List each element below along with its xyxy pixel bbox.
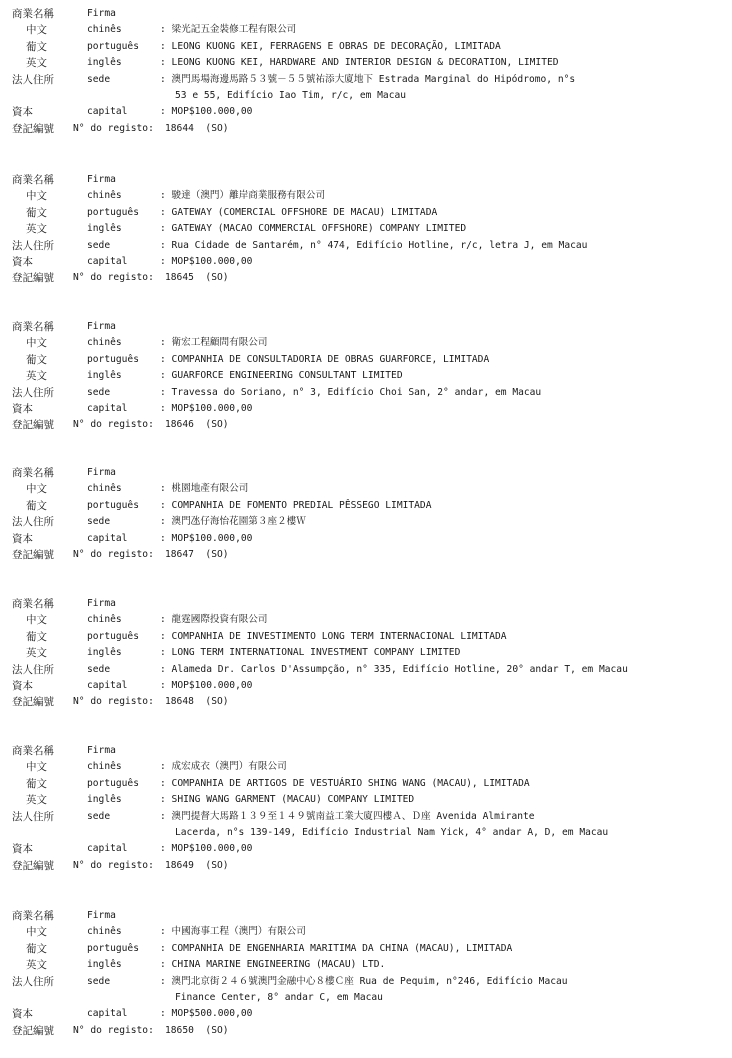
seat-label-pt: sede (87, 386, 111, 398)
seat-address-line1: : 澳門北京街２４６號澳門金融中心８樓Ｃ座 Rua de Pequim, n°246, Edifício Macau (160, 975, 568, 987)
registo-number: 18649 (SO) (165, 859, 229, 871)
capital-value: : MOP$100.000,00 (160, 255, 253, 267)
capital-value: : MOP$100.000,00 (160, 402, 253, 414)
english-name: : LEONG KUONG KEI, HARDWARE AND INTERIOR DESIGN & DECORATION, LIMITED (160, 57, 559, 69)
firma-label-zh: 商業名稱 (12, 745, 54, 757)
chinese-name: : 成宏成衣（澳門）有限公司 (160, 761, 287, 773)
chinese-label-zh: 中文 (26, 337, 47, 350)
chinese-name: : 桃園地產有限公司 (160, 483, 249, 495)
capital-label-zh: 資本 (12, 106, 33, 119)
portuguese-name: : COMPANHIA DE INVESTIMENTO LONG TERM INTERNACIONAL LIMITADA (160, 630, 507, 642)
portuguese-label-zh: 葡文 (26, 630, 47, 643)
english-label-pt: inglês (87, 57, 122, 69)
portuguese-label-zh: 葡文 (26, 206, 47, 219)
portuguese-name: : GATEWAY (COMERCIAL OFFSHORE DE MACAU) LIMITADA (160, 206, 438, 218)
portuguese-label-pt: português (87, 499, 139, 511)
seat-address-line1: : 澳門提督大馬路１３９至１４９號南益工業大廈四樓Ａ、Ｄ座 Avenida Almirante (160, 810, 535, 822)
seat-address-line2: Finance Center, 8° andar C, em Macau (175, 991, 383, 1003)
english-name: : LONG TERM INTERNATIONAL INVESTMENT COMPANY LIMITED (160, 647, 461, 659)
capital-value: : MOP$500.000,00 (160, 1008, 253, 1020)
registo-label-pt: N° do registo: (73, 696, 154, 708)
registo-label-zh: 登記編號 (12, 1024, 54, 1037)
seat-label-zh: 法人住所 (12, 239, 54, 252)
chinese-name: : 梁光記五金裝修工程有限公司 (160, 24, 297, 36)
registo-number: 18648 (SO) (165, 696, 229, 708)
registo-label-pt: N° do registo: (73, 272, 154, 284)
capital-label-zh: 資本 (12, 843, 33, 856)
chinese-label-pt: chinês (87, 483, 122, 495)
seat-label-zh: 法人住所 (12, 975, 54, 988)
chinese-label-zh: 中文 (26, 190, 47, 203)
portuguese-label-zh: 葡文 (26, 40, 47, 53)
company-entry (0, 6, 732, 137)
seat-address-line1: : Alameda Dr. Carlos D'Assumpção, n° 335, Edifício Hotline, 20° andar T, em Macau (160, 663, 628, 675)
chinese-label-zh: 中文 (26, 483, 47, 496)
capital-value: : MOP$100.000,00 (160, 532, 253, 544)
chinese-label-pt: chinês (87, 926, 122, 938)
registo-label-zh: 登記編號 (12, 272, 54, 285)
firma-label-zh: 商業名稱 (12, 467, 54, 479)
chinese-label-pt: chinês (87, 190, 122, 202)
firma-label-zh: 商業名稱 (12, 321, 54, 333)
registo-label-zh: 登記編號 (12, 696, 54, 709)
seat-label-zh: 法人住所 (12, 516, 54, 529)
seat-label-pt: sede (87, 516, 111, 528)
portuguese-name: : COMPANHIA DE ENGENHARIA MARITIMA DA CHINA (MACAU), LIMITADA (160, 942, 513, 954)
firma-label-pt: Firma (87, 174, 116, 185)
english-label-zh: 英文 (26, 794, 47, 807)
portuguese-label-zh: 葡文 (26, 499, 47, 512)
portuguese-label-pt: português (87, 206, 139, 218)
registo-label-pt: N° do registo: (73, 1024, 154, 1036)
english-label-pt: inglês (87, 794, 122, 806)
company-entry (0, 596, 732, 711)
seat-label-pt: sede (87, 73, 111, 85)
firma-label-pt: Firma (87, 8, 116, 19)
company-entry (0, 743, 732, 874)
registo-number: 18646 (SO) (165, 419, 229, 431)
english-label-pt: inglês (87, 959, 122, 971)
capital-label-pt: capital (87, 402, 128, 414)
registo-label-zh: 登記編號 (12, 548, 54, 561)
registo-number: 18645 (SO) (165, 272, 229, 284)
capital-label-zh: 資本 (12, 679, 33, 692)
english-label-zh: 英文 (26, 57, 47, 70)
english-name: : GUARFORCE ENGINEERING CONSULTANT LIMITED (160, 370, 403, 382)
capital-label-pt: capital (87, 532, 128, 544)
chinese-label-pt: chinês (87, 761, 122, 773)
registo-label-pt: N° do registo: (73, 859, 154, 871)
capital-value: : MOP$100.000,00 (160, 843, 253, 855)
firma-label-pt: Firma (87, 745, 116, 756)
capital-value: : MOP$100.000,00 (160, 679, 253, 691)
portuguese-name: : COMPANHIA DE CONSULTADORIA DE OBRAS GUARFORCE, LIMITADA (160, 353, 490, 365)
english-label-pt: inglês (87, 647, 122, 659)
firma-label-zh: 商業名稱 (12, 8, 54, 20)
firma-label-zh: 商業名稱 (12, 598, 54, 610)
seat-address-line2: 53 e 55, Edifício Iao Tim, r/c, em Macau (175, 89, 407, 101)
chinese-label-zh: 中文 (26, 761, 47, 774)
registo-label-zh: 登記編號 (12, 122, 54, 135)
seat-address-line2: Lacerda, n°s 139-149, Edifício Industrial Nam Yick, 4° andar A, D, em Macau (175, 826, 609, 838)
firma-label-zh: 商業名稱 (12, 910, 54, 922)
english-name: : SHING WANG GARMENT (MACAU) COMPANY LIMITED (160, 794, 415, 806)
registo-number: 18650 (SO) (165, 1024, 229, 1036)
firma-label-pt: Firma (87, 467, 116, 478)
registo-number: 18644 (SO) (165, 122, 229, 134)
seat-label-pt: sede (87, 663, 111, 675)
chinese-label-zh: 中文 (26, 926, 47, 939)
chinese-name: : 中國海事工程（澳門）有限公司 (160, 926, 306, 938)
seat-label-pt: sede (87, 239, 111, 251)
seat-label-zh: 法人住所 (12, 663, 54, 676)
portuguese-name: : COMPANHIA DE ARTIGOS DE VESTUÁRIO SHING WANG (MACAU), LIMITADA (160, 777, 530, 789)
capital-label-zh: 資本 (12, 255, 33, 268)
seat-label-pt: sede (87, 810, 111, 822)
portuguese-label-pt: português (87, 630, 139, 642)
seat-label-zh: 法人住所 (12, 73, 54, 86)
portuguese-label-pt: português (87, 942, 139, 954)
capital-label-pt: capital (87, 843, 128, 855)
registo-label-zh: 登記編號 (12, 859, 54, 872)
company-entry (0, 172, 732, 287)
registo-label-pt: N° do registo: (73, 548, 154, 560)
chinese-name: : 駿達（澳門）離岸商業服務有限公司 (160, 190, 326, 202)
company-entry (0, 465, 732, 563)
seat-label-pt: sede (87, 975, 111, 987)
portuguese-label-pt: português (87, 777, 139, 789)
portuguese-label-pt: português (87, 40, 139, 52)
registo-label-pt: N° do registo: (73, 419, 154, 431)
english-label-zh: 英文 (26, 959, 47, 972)
firma-label-zh: 商業名稱 (12, 174, 54, 186)
capital-label-pt: capital (87, 679, 128, 691)
english-label-zh: 英文 (26, 370, 47, 383)
registo-label-zh: 登記編號 (12, 419, 54, 432)
english-label-zh: 英文 (26, 647, 47, 660)
seat-label-zh: 法人住所 (12, 810, 54, 823)
portuguese-name: : COMPANHIA DE FOMENTO PREDIAL PÊSSEGO LIMITADA (160, 499, 432, 511)
capital-label-zh: 資本 (12, 532, 33, 545)
seat-address-line1: : 澳門氹仔海怡花園第３座２樓Ｗ (160, 516, 306, 528)
firma-label-pt: Firma (87, 598, 116, 609)
firma-label-pt: Firma (87, 321, 116, 332)
chinese-label-pt: chinês (87, 24, 122, 36)
company-entry (0, 908, 732, 1039)
seat-address-line1: : Travessa do Soriano, n° 3, Edifício Choi San, 2° andar, em Macau (160, 386, 542, 398)
seat-label-zh: 法人住所 (12, 386, 54, 399)
seat-address-line1: : 澳門馬場海邊馬路５３號－５５號祐添大廈地下 Estrada Marginal do Hipódromo, n°s (160, 73, 576, 85)
company-entry (0, 319, 732, 434)
portuguese-label-zh: 葡文 (26, 353, 47, 366)
portuguese-label-pt: português (87, 353, 139, 365)
portuguese-label-zh: 葡文 (26, 777, 47, 790)
english-name: : GATEWAY (MACAO COMMERCIAL OFFSHORE) COMPANY LIMITED (160, 223, 467, 235)
capital-label-pt: capital (87, 255, 128, 267)
chinese-name: : 龍霆國際投資有限公司 (160, 614, 268, 626)
english-label-pt: inglês (87, 370, 122, 382)
registo-label-pt: N° do registo: (73, 122, 154, 134)
chinese-label-zh: 中文 (26, 24, 47, 37)
english-label-zh: 英文 (26, 223, 47, 236)
portuguese-label-zh: 葡文 (26, 942, 47, 955)
capital-value: : MOP$100.000,00 (160, 106, 253, 118)
chinese-label-zh: 中文 (26, 614, 47, 627)
capital-label-zh: 資本 (12, 1008, 33, 1021)
english-name: : CHINA MARINE ENGINEERING (MACAU) LTD. (160, 959, 386, 971)
registo-number: 18647 (SO) (165, 548, 229, 560)
chinese-label-pt: chinês (87, 614, 122, 626)
chinese-label-pt: chinês (87, 337, 122, 349)
capital-label-zh: 資本 (12, 402, 33, 415)
firma-label-pt: Firma (87, 910, 116, 921)
seat-address-line1: : Rua Cidade de Santarém, n° 474, Edifício Hotline, r/c, letra J, em Macau (160, 239, 588, 251)
chinese-name: : 衛宏工程顧問有限公司 (160, 337, 268, 349)
capital-label-pt: capital (87, 106, 128, 118)
english-label-pt: inglês (87, 223, 122, 235)
capital-label-pt: capital (87, 1008, 128, 1020)
portuguese-name: : LEONG KUONG KEI, FERRAGENS E OBRAS DE DECORAÇÃO, LIMITADA (160, 40, 501, 52)
